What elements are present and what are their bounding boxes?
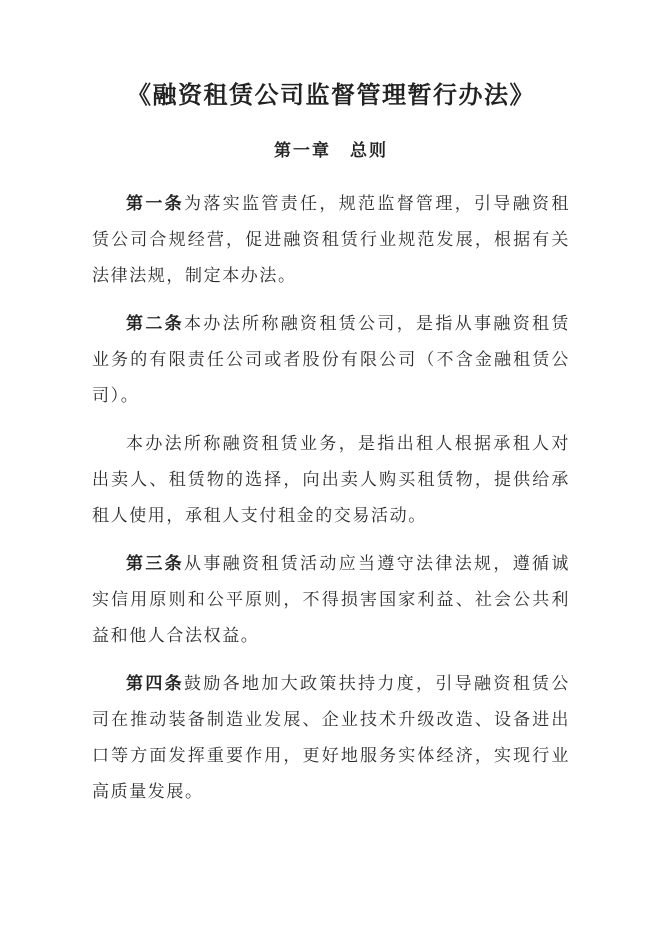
paragraph-article-3 — [92, 546, 570, 654]
article-number-5: 第四条 — [126, 674, 185, 693]
article-number-2: 第二条 — [126, 314, 185, 333]
paragraph-definition — [92, 426, 570, 534]
paragraph-text-5: 鼓励各地加大政策扶持力度，引导融资租赁公司在推动装备制造业发展、企业技术升级改造、设备进出口等方面发挥重要作用，更好地服务实体经济，实现行业高质量发展。 — [92, 674, 570, 801]
paragraph-text-2: 本办法所称融资租赁公司，是指从事融资租赁业务的有限责任公司或者股份有限公司（不含金融租赁公司）。 — [92, 314, 570, 405]
article-number-1: 第一条 — [126, 194, 185, 213]
document-content — [92, 0, 570, 810]
paragraph-text-4: 从事融资租赁活动应当遵守法律法规，遵循诚实信用原则和公平原则，不得损害国家利益、社会公共利益和他人合法权益。 — [92, 554, 570, 645]
paragraph-text-1: 为落实监管责任，规范监督管理，引导融资租赁公司合规经营，促进融资租赁行业规范发展，根据有关法律法规，制定本办法。 — [92, 194, 570, 285]
article-number-4: 第三条 — [126, 554, 185, 573]
paragraph-article-4 — [92, 666, 570, 810]
document-title: 《融资租赁公司监督管理暂行办法》 — [127, 83, 535, 109]
chapter-heading: 第一章 总则 — [274, 141, 388, 160]
paragraph-text-3: 本办法所称融资租赁业务，是指出租人根据承租人对出卖人、租赁物的选择，向出卖人购买租赁物，提供给承租人使用，承租人支付租金的交易活动。 — [92, 434, 570, 525]
paragraph-article-2 — [92, 306, 570, 414]
paragraph-article-1 — [92, 186, 570, 294]
